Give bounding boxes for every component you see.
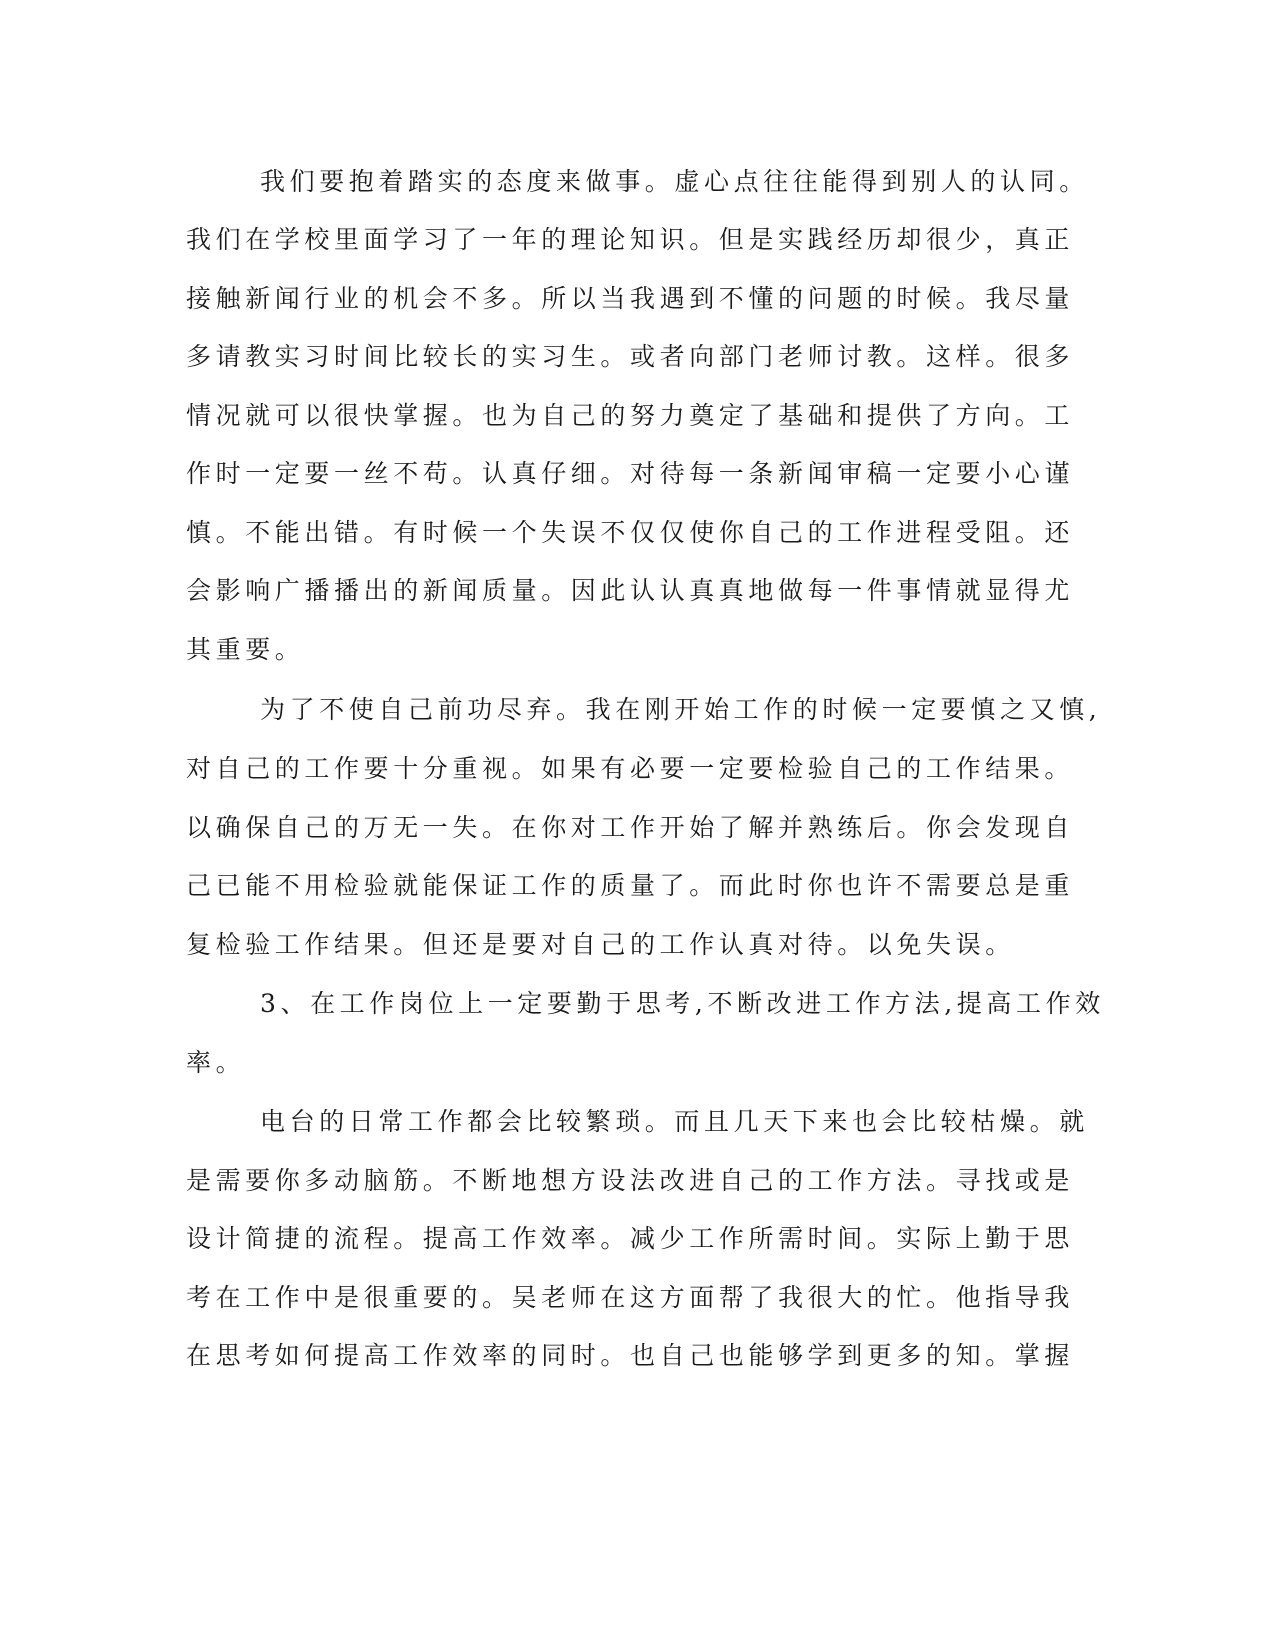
text-line: 复检验工作结果。但还是要对自己的工作认真对待。以免失误。 — [186, 930, 1015, 959]
text-line: 其重要。 — [186, 635, 305, 664]
text-line: 会影响广播播出的新闻质量。因此认认真真地做每一件事情就显得尤 — [186, 576, 1075, 605]
text-line: 我们要抱着踏实的态度来做事。虚心点往往能得到别人的认同。 — [260, 167, 1089, 196]
text-line: 在思考如何提高工作效率的同时。也自己也能够学到更多的知。掌握 — [186, 1341, 1075, 1370]
text-line: 多请教实习时间比较长的实习生。或者向部门老师讨教。这样。很多 — [186, 342, 1075, 371]
text-line: 慎。不能出错。有时候一个失误不仅仅使你自己的工作进程受阻。还 — [186, 518, 1075, 547]
text-line: 3、在工作岗位上一定要勤于思考,不断改进工作方法,提高工作效 — [260, 989, 1105, 1018]
text-line: 率。 — [186, 1048, 246, 1077]
text-line: 己已能不用检验就能保证工作的质量了。而此时你也许不需要总是重 — [186, 871, 1075, 900]
text-line: 以确保自己的万无一失。在你对工作开始了解并熟练后。你会发现自 — [186, 813, 1075, 842]
text-line: 为了不使自己前功尽弃。我在刚开始工作的时候一定要慎之又慎, — [260, 695, 1102, 724]
text-line: 我们在学校里面学习了一年的理论知识。但是实践经历却很少，真正 — [186, 225, 1075, 254]
text-line: 设计简捷的流程。提高工作效率。减少工作所需时间。实际上勤于思 — [186, 1224, 1075, 1253]
text-line: 情况就可以很快掌握。也为自己的努力奠定了基础和提供了方向。工 — [186, 401, 1075, 430]
text-line: 考在工作中是很重要的。吴老师在这方面帮了我很大的忙。他指导我 — [186, 1283, 1075, 1312]
text-line: 电台的日常工作都会比较繁琐。而且几天下来也会比较枯燥。就 — [260, 1107, 1089, 1136]
text-line: 对自己的工作要十分重视。如果有必要一定要检验自己的工作结果。 — [186, 754, 1075, 783]
text-line: 是需要你多动脑筋。不断地想方设法改进自己的工作方法。寻找或是 — [186, 1166, 1075, 1195]
text-line: 作时一定要一丝不苟。认真仔细。对待每一条新闻审稿一定要小心谨 — [186, 459, 1075, 488]
text-line: 接触新闻行业的机会不多。所以当我遇到不懂的问题的时候。我尽量 — [186, 284, 1075, 313]
